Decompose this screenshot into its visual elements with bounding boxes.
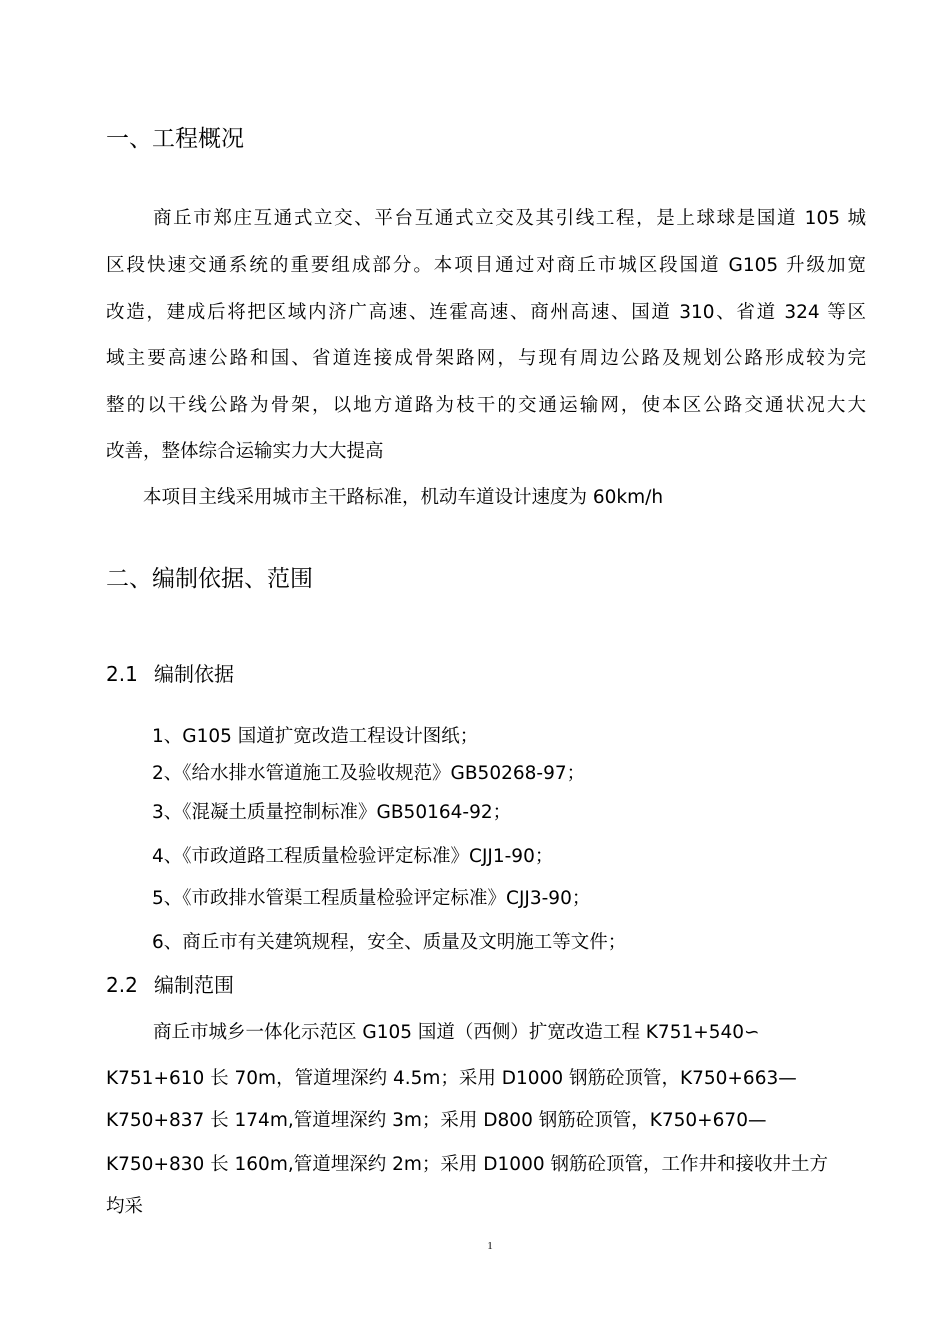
- paragraph-line: 区段快速交通系统的重要组成部分。本项目通过对商丘市城区段国道 G105 升级加宽: [106, 255, 866, 276]
- paragraph-line: 商丘市郑庄互通式立交、平台互通式立交及其引线工程，是上球球是国道 105 城: [153, 208, 866, 229]
- paragraph-line: 均采: [106, 1196, 144, 1217]
- subsection-heading-basis: [106, 660, 234, 688]
- section-heading-overview: 一、工程概况: [106, 126, 244, 152]
- subsection-number: 2.1: [106, 662, 138, 686]
- paragraph-design-speed: 本项目主线采用城市主干路标准，机动车道设计速度为 60km/h: [143, 487, 664, 508]
- subsection-heading-scope: [106, 971, 234, 999]
- list-item: 6、商丘市有关建筑规程，安全、质量及文明施工等文件；: [152, 932, 627, 953]
- paragraph-line: 商丘市城乡一体化示范区 G105 国道（西侧）扩宽改造工程 K751+540∽: [153, 1022, 760, 1043]
- paragraph-line: 改造，建成后将把区域内济广高速、连霍高速、商州高速、国道 310、省道 324 等区: [106, 302, 866, 323]
- list-item: 5、《市政排水管渠工程质量检验评定标准》CJJ3-90；: [152, 888, 591, 909]
- subsection-title: 编制依据: [154, 662, 234, 686]
- paragraph-line: K751+610 长 70m，管道埋深约 4.5m；采用 D1000 钢筋砼顶管，K750+663—: [106, 1068, 797, 1089]
- list-item: 4、《市政道路工程质量检验评定标准》CJJ1-90；: [152, 846, 554, 867]
- page-number: 1: [487, 1240, 493, 1252]
- paragraph-line: 改善，整体综合运输实力大大提高: [106, 441, 384, 462]
- paragraph-line: 域主要高速公路和国、省道连接成骨架路网，与现有周边公路及规划公路形成较为完: [106, 348, 866, 369]
- subsection-title: 编制范围: [154, 973, 234, 997]
- section-heading-basis-scope: 二、编制依据、范围: [106, 566, 313, 592]
- list-item: 3、《混凝土质量控制标准》GB50164-92；: [152, 802, 512, 823]
- paragraph-line: K750+837 长 174m,管道埋深约 3m；采用 D800 钢筋砼顶管，K750+670—: [106, 1110, 767, 1131]
- list-item: 1、G105 国道扩宽改造工程设计图纸；: [152, 726, 479, 747]
- list-item: 2、《给水排水管道施工及验收规范》GB50268-97；: [152, 763, 586, 784]
- subsection-number: 2.2: [106, 973, 138, 997]
- paragraph-line: 整的以干线公路为骨架，以地方道路为枝干的交通运输网，使本区公路交通状况大大: [106, 395, 866, 416]
- paragraph-line: K750+830 长 160m,管道埋深约 2m；采用 D1000 钢筋砼顶管，工作井和接收井土方: [106, 1154, 828, 1175]
